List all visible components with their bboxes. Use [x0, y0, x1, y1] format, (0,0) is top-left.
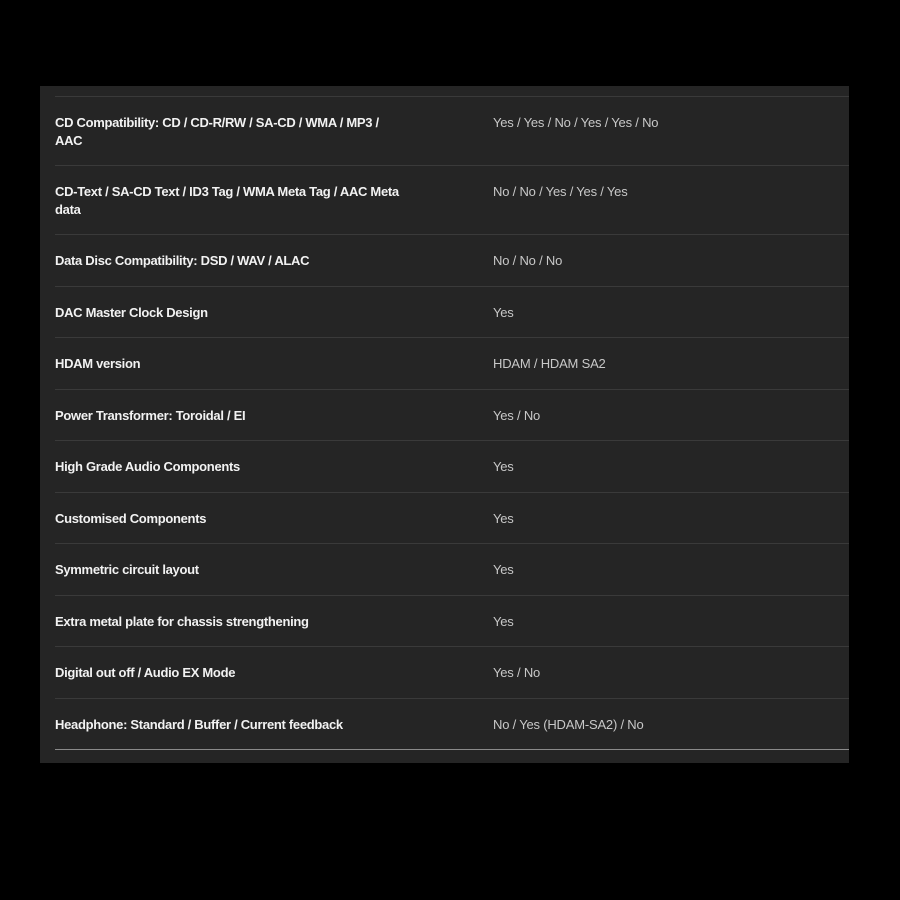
spec-row-symmetric-layout — [55, 544, 849, 596]
spec-label: HDAM version — [55, 356, 141, 371]
spec-value: Yes / Yes / No / Yes / Yes / No — [493, 115, 659, 130]
specifications-table — [55, 96, 849, 750]
spec-row-cd-compatibility — [55, 97, 849, 166]
spec-row-hdam-version — [55, 338, 849, 390]
spec-value: No / No / Yes / Yes / Yes — [493, 184, 628, 199]
spec-value: Yes — [493, 613, 514, 629]
spec-label: Headphone: Standard / Buffer / Current feedback — [55, 716, 343, 732]
spec-value: Yes — [493, 562, 514, 577]
spec-label: Data Disc Compatibility: DSD / WAV / ALAC — [55, 253, 310, 268]
specifications-panel — [40, 86, 849, 763]
spec-row-customised-components — [55, 493, 849, 545]
spec-label: CD-Text / SA-CD Text / ID3 Tag / WMA Meta Tag / AAC Meta data — [55, 184, 399, 217]
spec-label: Symmetric circuit layout — [55, 562, 199, 577]
spec-row-headphone — [55, 699, 849, 751]
spec-row-digital-out — [55, 647, 849, 699]
spec-value: Yes — [493, 459, 514, 474]
spec-row-high-grade-components — [55, 441, 849, 493]
spec-label: High Grade Audio Components — [55, 459, 240, 474]
spec-value: HDAM / HDAM SA2 — [493, 356, 606, 371]
spec-value: No / No / No — [493, 253, 563, 268]
spec-value: Yes / No — [493, 407, 541, 423]
spec-value: Yes / No — [493, 665, 541, 680]
spec-row-dac-master-clock — [55, 287, 849, 339]
spec-label: CD Compatibility: CD / CD-R/RW / SA-CD / WMA / MP3 / AAC — [55, 115, 379, 148]
spec-label: Power Transformer: Toroidal / EI — [55, 407, 246, 423]
spec-value: No / Yes (HDAM-SA2) / No — [493, 716, 644, 732]
spec-label: Digital out off / Audio EX Mode — [55, 665, 236, 680]
spec-row-cd-text — [55, 166, 849, 235]
spec-row-power-transformer — [55, 390, 849, 442]
spec-value: Yes — [493, 510, 514, 526]
spec-value: Yes — [493, 304, 514, 320]
spec-row-data-disc — [55, 235, 849, 287]
spec-row-extra-metal-plate — [55, 596, 849, 648]
spec-label: DAC Master Clock Design — [55, 304, 208, 320]
spec-label: Extra metal plate for chassis strengthening — [55, 613, 309, 629]
spec-label: Customised Components — [55, 510, 207, 526]
